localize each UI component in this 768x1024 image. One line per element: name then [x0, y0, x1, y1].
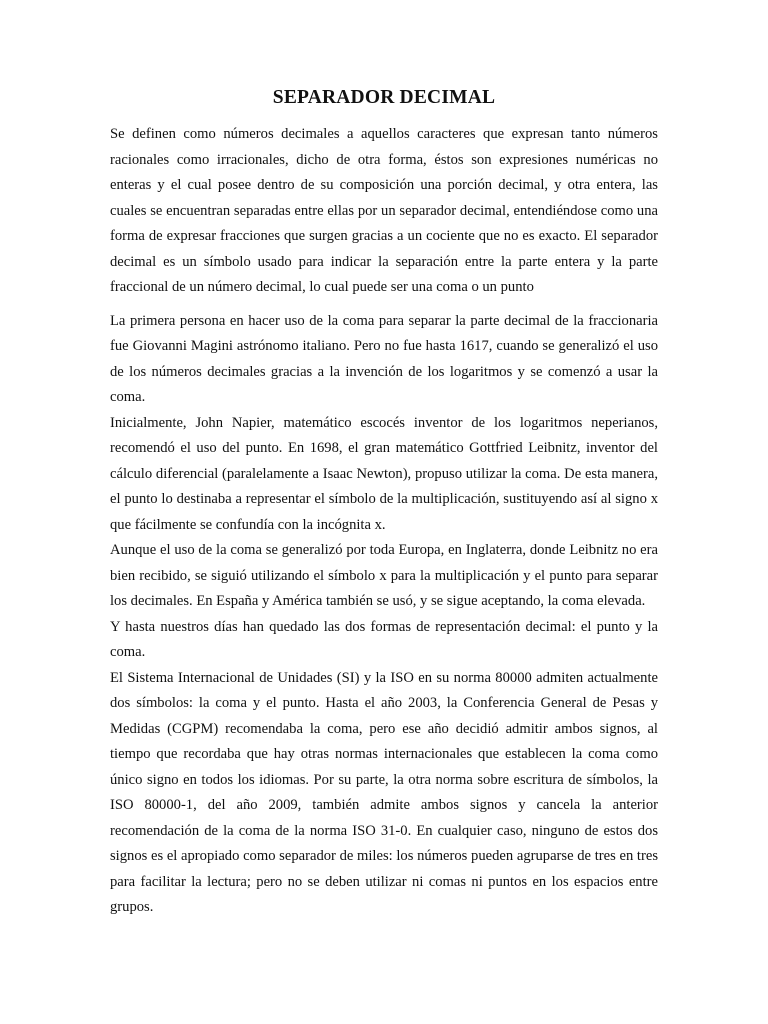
paragraph-gap [110, 301, 658, 309]
paragraph-two-forms: Y hasta nuestros días han quedado las dos formas de representación decimal: el punto y la coma. [110, 618, 658, 660]
history-section [110, 309, 658, 921]
paragraph-si-iso: El Sistema Internacional de Unidades (SI) y la ISO en su norma 80000 admiten actualmente dos símbolos: la coma y el punto. Hasta el año 2003, la Conferencia General de Pesas y Medidas (CGPM) recomendaba la coma, pero ese año decidió admitir ambos signos, al tiempo que recordaba que hay otras normas internacionales que establecen la coma como único signo en todos los idiomas. Por su parte, la otra norma sobre escritura de símbolos, la ISO 80000-1, del año 2009, también admite ambos signos y cancela la anterior recomendación de la coma de la norma ISO 31-0. En cualquier caso, ninguno de estos dos signos es el apropiado como separador de miles: los números pueden agruparse de tres en tres para facilitar la lectura; pero no se deben utilizar ni comas ni puntos en los espacios entre grupos. [110, 669, 658, 915]
paragraph-napier-leibnitz: Inicialmente, John Napier, matemático escocés inventor de los logaritmos neperianos, recomendó el uso del punto. En 1698, el gran matemático Gottfried Leibnitz, inventor del cálculo diferencial (paralelamente a Isaac Newton), propuso utilizar la coma. De esta manera, el punto lo destinaba a representar el símbolo de la multiplicación, sustituyendo así al signo x que fácilmente se confundía con la incógnita x. [110, 414, 658, 533]
paragraph-definition: Se definen como números decimales a aquellos caracteres que expresan tanto números racionales como irracionales, dicho de otra forma, éstos son expresiones numéricas no enteras y el cual posee dentro de su composición una porción decimal, y otra entera, las cuales se encuentran separadas entre ellas por un separador decimal, entendiéndose como una forma de expresar fracciones que surgen gracias a un cociente que no es exacto. El separador decimal es un símbolo usado para indicar la separación entre la parte entera y la parte fraccional de un número decimal, lo cual puede ser una coma o un punto [110, 126, 658, 295]
paragraph-magini: La primera persona en hacer uso de la coma para separar la parte decimal de la fraccionaria fue Giovanni Magini astrónomo italiano. Pero no fue hasta 1617, cuando se generalizó el uso de los números decimales gracias a la invención de los logaritmos y se comenzó a usar la coma. [110, 312, 658, 405]
document-title: SEPARADOR DECIMAL [272, 87, 496, 108]
document-page [110, 86, 658, 921]
paragraph-europe-england: Aunque el uso de la coma se generalizó por toda Europa, en Inglaterra, donde Leibnitz no era bien recibido, se siguió utilizando el símbolo x para la multiplicación y el punto para separar los decimales. En España y América también se usó, y se sigue aceptando, la coma elevada. [110, 542, 658, 609]
